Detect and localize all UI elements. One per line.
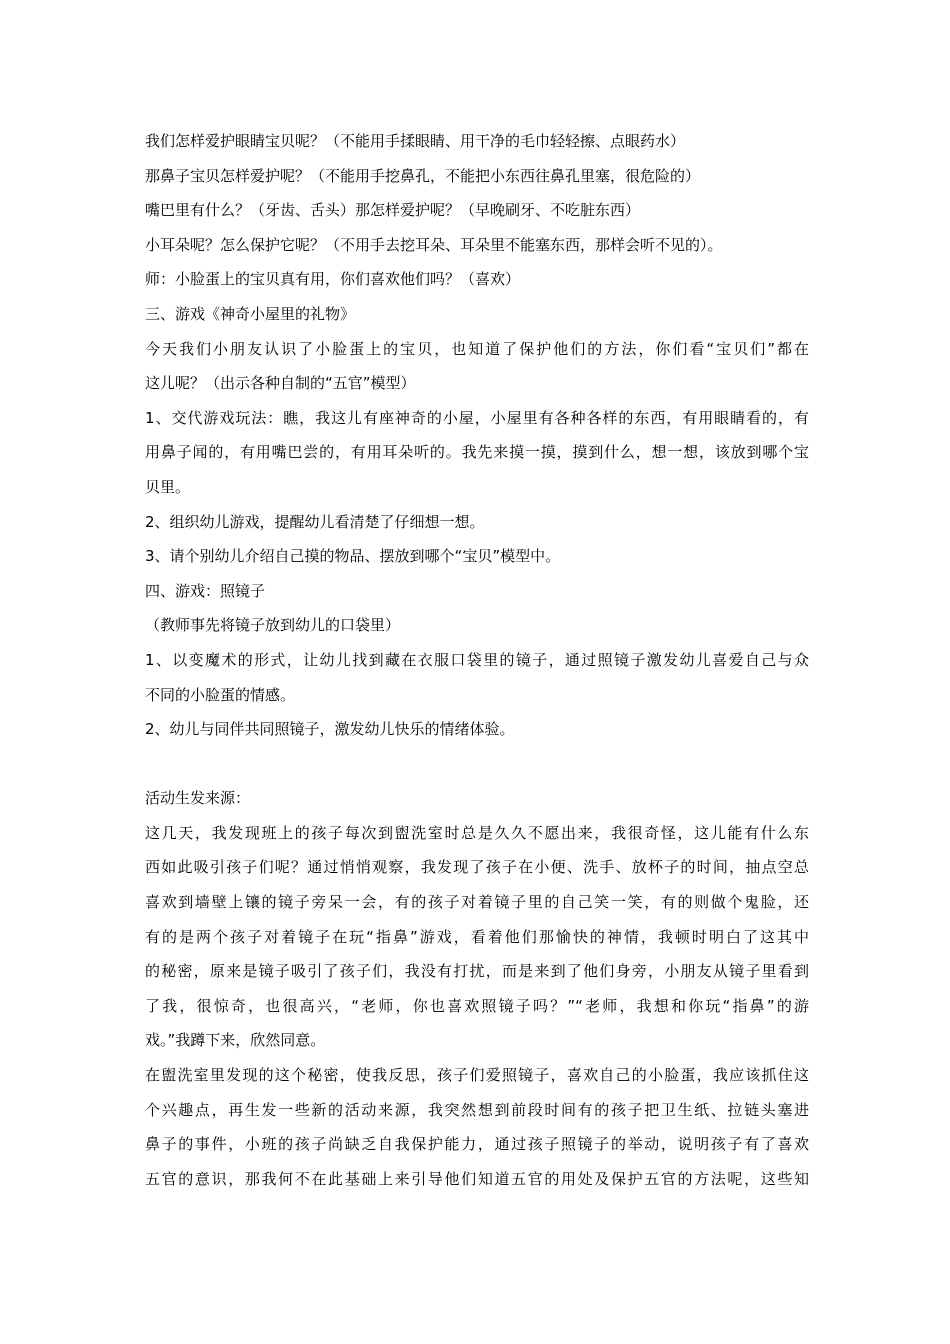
text-line: 1、交代游戏玩法：瞧，我这儿有座神奇的小屋，小屋里有各种各样的东西，有用眼睛看的，有 bbox=[145, 408, 809, 427]
text-line: 三、游戏《神奇小屋里的礼物》 bbox=[145, 304, 356, 323]
text-line: 的秘密，原来是镜子吸引了孩子们，我没有打扰，而是来到了他们身旁，小朋友从镜子里看到 bbox=[145, 962, 809, 981]
text-line: 个兴趣点，再生发一些新的活动来源，我突然想到前段时间有的孩子把卫生纸、拉链头塞进 bbox=[145, 1100, 809, 1119]
text-line: 3、请个别幼儿介绍自己摸的物品、摆放到哪个“宝贝”模型中。 bbox=[145, 547, 561, 566]
text-line: 1、以变魔术的形式，让幼儿找到藏在衣服口袋里的镜子，通过照镜子激发幼儿喜爱自己与众 bbox=[145, 650, 809, 669]
text-line: 嘴巴里有什么？（牙齿、舌头）那怎样爱护呢？（早晚刷牙、不吃脏东西） bbox=[145, 201, 641, 220]
text-line: 在盥洗室里发现的这个秘密，使我反思，孩子们爱照镜子，喜欢自己的小脸蛋，我应该抓住这 bbox=[145, 1066, 809, 1085]
text-line: 西如此吸引孩子们呢？通过悄悄观察，我发现了孩子在小便、洗手、放杯子的时间，抽点空总 bbox=[145, 858, 809, 877]
text-line: 2、幼儿与同伴共同照镜子，激发幼儿快乐的情绪体验。 bbox=[145, 720, 515, 739]
text-line: 有的是两个孩子对着镜子在玩“指鼻”游戏，看着他们那愉快的神情，我顿时明白了这其中 bbox=[145, 927, 809, 946]
text-line: 不同的小脸蛋的情感。 bbox=[145, 685, 296, 704]
text-line: 这儿呢？（出示各种自制的“五官”模型） bbox=[145, 374, 416, 393]
text-line: 我们怎样爱护眼睛宝贝呢？（不能用手揉眼睛、用干净的毛巾轻轻擦、点眼药水） bbox=[145, 132, 686, 150]
text-line: 贝里。 bbox=[145, 477, 191, 496]
text-line: 用鼻子闻的，有用嘴巴尝的，有用耳朵听的。我先来摸一摸，摸到什么，想一想，该放到哪个宝 bbox=[145, 443, 809, 462]
blank-line bbox=[145, 747, 809, 782]
document-body bbox=[145, 124, 809, 1196]
text-line: 鼻子的事件，小班的孩子尚缺乏自我保护能力，通过孩子照镜子的举动，说明孩子有了喜欢 bbox=[145, 1135, 809, 1154]
text-line: （教师事先将镜子放到幼儿的口袋里） bbox=[145, 616, 401, 635]
text-line: 2、组织幼儿游戏，提醒幼儿看清楚了仔细想一想。 bbox=[145, 512, 485, 531]
text-line: 这几天，我发现班上的孩子每次到盥洗室时总是久久不愿出来，我很奇怪，这儿能有什么东 bbox=[145, 823, 809, 842]
text-line: 活动生发来源： bbox=[145, 789, 251, 808]
text-line: 四、游戏：照镜子 bbox=[145, 581, 266, 600]
text-line: 戏。”我蹲下来，欣然同意。 bbox=[145, 1031, 326, 1050]
text-line: 小耳朵呢？怎么保护它呢？（不用手去挖耳朵、耳朵里不能塞东西，那样会听不见的）。 bbox=[145, 235, 723, 254]
text-line: 师：小脸蛋上的宝贝真有用，你们喜欢他们吗？（喜欢） bbox=[145, 270, 521, 289]
text-line: 五官的意识，那我何不在此基础上来引导他们知道五官的用处及保护五官的方法呢，这些知 bbox=[145, 1169, 809, 1188]
text-line: 那鼻子宝贝怎样爱护呢？（不能用手挖鼻孔，不能把小东西往鼻孔里塞，很危险的） bbox=[145, 166, 701, 185]
text-line: 喜欢到墙壁上镶的镜子旁呆一会，有的孩子对着镜子里的自己笑一笑，有的则做个鬼脸，还 bbox=[145, 893, 809, 912]
text-line: 了我，很惊奇，也很高兴，“老师，你也喜欢照镜子吗？”“老师，我想和你玩“指鼻”的游 bbox=[145, 996, 809, 1015]
text-line: 今天我们小朋友认识了小脸蛋上的宝贝，也知道了保护他们的方法，你们看“宝贝们”都在 bbox=[145, 339, 809, 358]
